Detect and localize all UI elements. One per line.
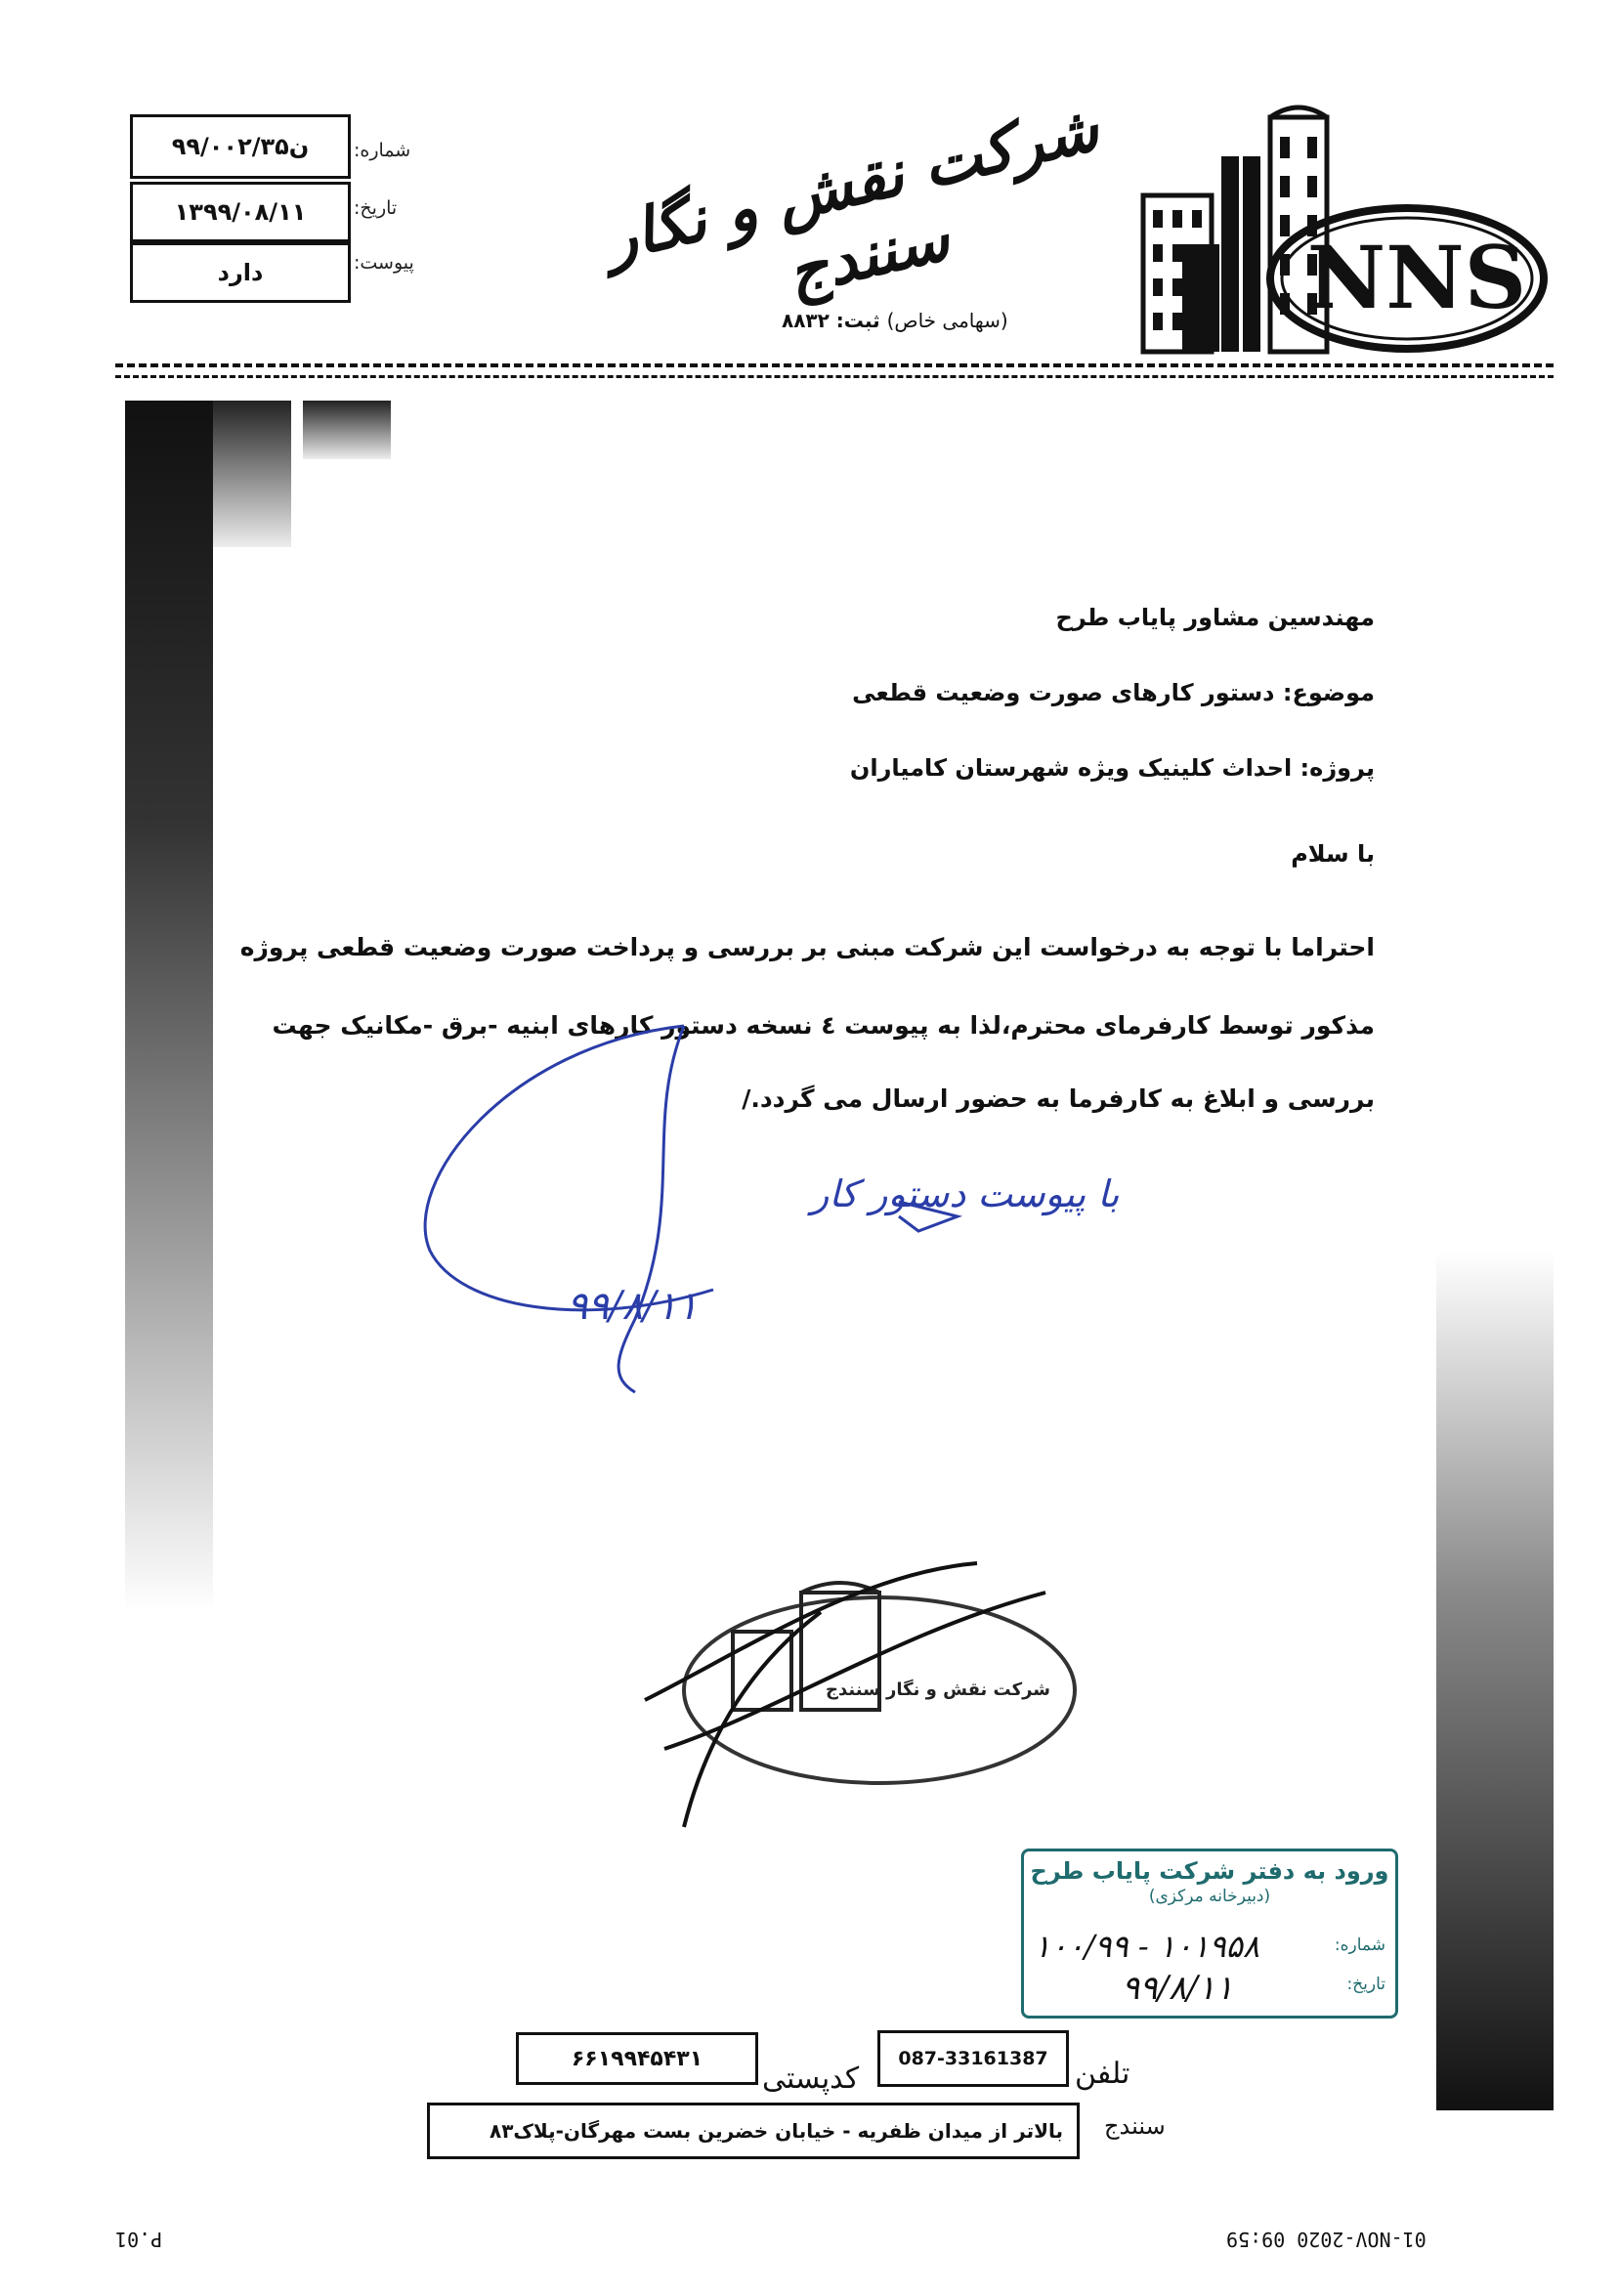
subject: موضوع: دستور کارهای صورت وضعیت قطعی [852, 679, 1375, 706]
incoming-stamp [1021, 1849, 1398, 2019]
postal-code-label: کدپستی [762, 2062, 860, 2096]
company-seal [625, 1553, 1094, 1837]
letter-date-label: تاریخ: [354, 197, 398, 219]
letter-attachment: دارد [217, 259, 264, 286]
stamp-number-label: شماره: [1334, 1935, 1385, 1955]
company-logo-icon [1124, 98, 1554, 361]
header-divider-2 [115, 375, 1554, 378]
stamp-subtitle: (دبیرخانه مرکزی) [1148, 1887, 1271, 1906]
stamp-date-value: ۹۹/۸/۱۱ [1122, 1969, 1234, 2008]
company-registration-line [782, 309, 1008, 332]
company-type: (سهامی خاص) [886, 309, 1008, 332]
letter-number-label: شماره: [354, 140, 411, 161]
body-line-3: بررسی و ابلاغ به کارفرما به حضور ارسال می گردد./ [742, 1084, 1375, 1113]
phone-label: تلفن [1075, 2057, 1130, 2091]
address-box [427, 2103, 1080, 2159]
header-divider [115, 363, 1554, 367]
postal-code: ۶۶۱۹۹۴۵۴۳۱ [571, 2046, 703, 2071]
city-label: سنندج [1104, 2112, 1166, 2140]
address: بالاتر از میدان ظفریه - خیابان خضرین بست مهرگان-پلاک۸۳ [490, 2119, 1063, 2143]
handwritten-note: با پیوست دستور کار [811, 1172, 1120, 1215]
company-name: شرکت نقش و نگار سنندج [598, 91, 1106, 310]
fax-page: P.01 [115, 2228, 163, 2251]
body-line-2: مذکور توسط کارفرمای محترم،لذا به پیوست ٤ نسخه دستور کارهای ابنیه -برق -مکانیک جهت [272, 1011, 1375, 1040]
left-edge-shading-2 [213, 401, 291, 547]
stamp-date-label: تاریخ: [1346, 1975, 1385, 1994]
project: پروژه: احداث کلینیک ویژه شهرستان کامیاران [849, 754, 1375, 782]
stamp-number-value: ۱۰۰/۹۹ - ۱۰۱۹۵۸ [1034, 1928, 1259, 1965]
logo-text: NNS [1306, 227, 1527, 328]
left-edge-shading-3 [303, 401, 391, 459]
letter-number: ۹۹/ن۰۰۲/۳۵ [171, 133, 310, 160]
greeting: با سلام [1291, 840, 1375, 868]
body-line-1: احتراما با توجه به درخواست این شرکت مبنی بر بررسی و پرداخت صورت وضعیت قطعی پروژه [239, 933, 1375, 961]
letter-attachment-label: پیوست: [354, 252, 414, 274]
recipient: مهندسین مشاور پایاب طرح [1055, 604, 1375, 631]
letter-number-box [130, 114, 351, 179]
seal-text: شرکت نقش و نگار سنندج [826, 1679, 1050, 1700]
handwritten-date: ۹۹/۸/۱۱ [567, 1284, 699, 1329]
postal-code-box [516, 2032, 758, 2085]
letter-date-box [130, 182, 351, 242]
right-edge-shading [1436, 1251, 1554, 2110]
phone-number: 087-33161387 [898, 2048, 1048, 2069]
fax-datetime: 01-NOV-2020 09:59 [1226, 2228, 1427, 2251]
letter-attachment-box [130, 242, 351, 303]
letter-date: ۱۳۹۹/۰۸/۱۱ [174, 198, 307, 226]
phone-box [877, 2030, 1069, 2087]
left-edge-shading [125, 401, 213, 1612]
stamp-title: ورود به دفتر شرکت پایاب طرح [1030, 1857, 1389, 1885]
company-registration: ثبت: ۸۸۳۲ [782, 309, 880, 332]
